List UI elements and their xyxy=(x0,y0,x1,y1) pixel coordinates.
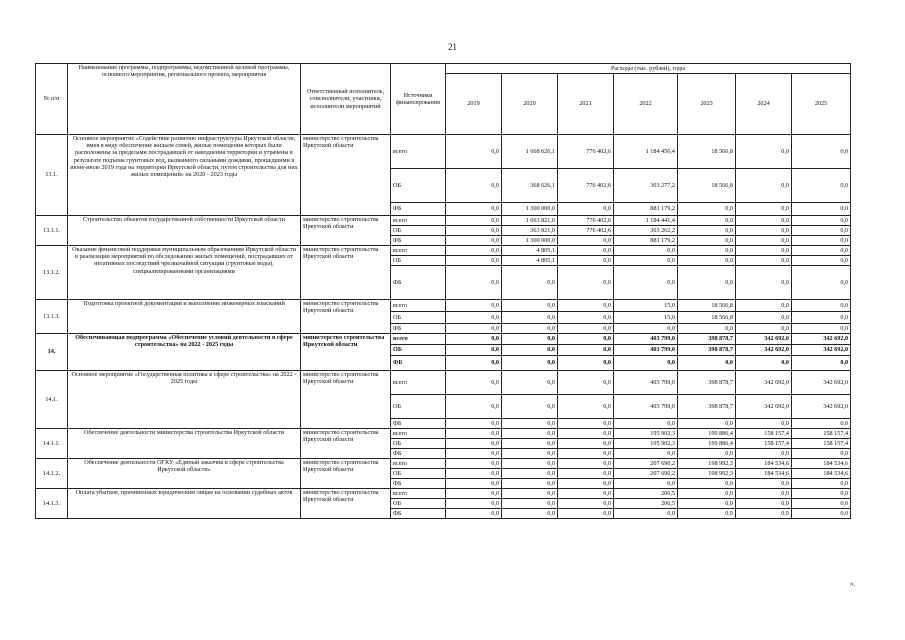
row-value: 0,0 xyxy=(678,324,736,334)
row-value: 0,0 xyxy=(792,300,851,312)
row-value: 207 690,2 xyxy=(614,469,678,479)
row-source: всего xyxy=(391,216,446,226)
row-code: 14.1. xyxy=(36,371,68,429)
row-name: Строительство объектов государственной собственности Иркутской области xyxy=(68,216,301,246)
row-executor: министерство строительства Иркутской области xyxy=(301,300,391,334)
row-value: 0,0 xyxy=(502,324,558,334)
row-source: всего xyxy=(391,489,446,499)
row-value: 199 886,4 xyxy=(678,439,736,449)
row-value: 0,0 xyxy=(736,246,792,256)
header-year: 2019 xyxy=(446,74,502,135)
row-value: 0,0 xyxy=(614,256,678,266)
row-value: 0,0 xyxy=(614,479,678,489)
row-value: 0,0 xyxy=(558,266,614,300)
row-value: 18 566,8 xyxy=(678,169,736,203)
row-value: 0,0 xyxy=(446,226,502,236)
row-value: 0,0 xyxy=(792,419,851,429)
row-value: 0,0 xyxy=(558,449,614,459)
row-source: ФБ xyxy=(391,356,446,371)
row-value: 0,0 xyxy=(558,312,614,324)
row-value: 0,0 xyxy=(736,203,792,216)
page-number: 21 xyxy=(448,42,457,52)
budget-table xyxy=(35,63,851,519)
row-code: 14.1.2. xyxy=(36,459,68,489)
row-value: 368 626,1 xyxy=(502,169,558,203)
row-value: 0,0 xyxy=(502,509,558,519)
row-value: 0,0 xyxy=(502,439,558,449)
closing-mark: ». xyxy=(850,580,856,588)
row-value: 0,0 xyxy=(678,216,736,226)
row-source: ФБ xyxy=(391,266,446,300)
row-value: 342 692,0 xyxy=(792,334,851,345)
row-value: 0,0 xyxy=(678,499,736,509)
row-value: 195 902,3 xyxy=(614,439,678,449)
row-value: 198 992,3 xyxy=(678,469,736,479)
table-row xyxy=(36,459,851,469)
row-value: 776 402,6 xyxy=(558,135,614,169)
header-year: 2022 xyxy=(614,74,678,135)
row-value: 0,0 xyxy=(736,324,792,334)
row-value: 0,0 xyxy=(446,256,502,266)
row-value: 0,0 xyxy=(736,236,792,246)
row-value: 0,0 xyxy=(446,312,502,324)
row-value: 0,0 xyxy=(558,395,614,419)
row-value: 0,0 xyxy=(558,509,614,519)
row-value: 4 805,1 xyxy=(502,246,558,256)
row-value: 0,0 xyxy=(446,324,502,334)
row-value: 0,0 xyxy=(678,419,736,429)
row-value: 0,0 xyxy=(614,449,678,459)
row-code: 13.1.3. xyxy=(36,300,68,334)
row-value: 0,0 xyxy=(558,246,614,256)
row-value: 0,0 xyxy=(446,300,502,312)
row-value: 0,0 xyxy=(558,489,614,499)
row-value: 184 534,6 xyxy=(792,469,851,479)
row-value: 0,0 xyxy=(614,266,678,300)
row-value: 0,0 xyxy=(558,324,614,334)
row-value: 0,0 xyxy=(446,439,502,449)
header-source: Источники финансирования xyxy=(391,64,446,135)
row-value: 0,0 xyxy=(502,300,558,312)
row-value: 15,0 xyxy=(614,312,678,324)
row-value: 0,0 xyxy=(558,203,614,216)
row-value: 0,0 xyxy=(446,479,502,489)
row-name: Обеспечивающая подпрограмма «Обеспечение условий деятельности в сфере строительства» на 2022 - 2025 годы xyxy=(68,334,301,371)
row-value: 158 157,4 xyxy=(792,429,851,439)
row-value: 342 692,0 xyxy=(792,371,851,395)
row-value: 0,0 xyxy=(792,236,851,246)
row-value: 0,0 xyxy=(736,419,792,429)
row-code: 13.1.2. xyxy=(36,246,68,300)
row-value: 0,0 xyxy=(792,479,851,489)
row-value: 0,0 xyxy=(558,345,614,356)
row-value: 0,0 xyxy=(502,459,558,469)
row-source: ФБ xyxy=(391,324,446,334)
row-value: 398 878,7 xyxy=(678,371,736,395)
row-value: 0,0 xyxy=(502,419,558,429)
row-value: 0,0 xyxy=(614,509,678,519)
row-code: 13.1.1. xyxy=(36,216,68,246)
row-value: 0,0 xyxy=(502,499,558,509)
row-value: 342 692,0 xyxy=(792,345,851,356)
row-value: 342 692,0 xyxy=(792,395,851,419)
row-source: ФБ xyxy=(391,419,446,429)
row-source: всего xyxy=(391,429,446,439)
row-value: 0,0 xyxy=(558,300,614,312)
row-value: 0,0 xyxy=(792,246,851,256)
row-value: 0,0 xyxy=(614,246,678,256)
row-value: 0,0 xyxy=(614,324,678,334)
row-value: 0,0 xyxy=(502,479,558,489)
table-row xyxy=(36,334,851,345)
row-source: всего xyxy=(391,371,446,395)
row-value: 0,0 xyxy=(502,469,558,479)
row-value: 0,0 xyxy=(558,429,614,439)
row-value: 0,0 xyxy=(558,439,614,449)
row-value: 0,0 xyxy=(446,371,502,395)
row-executor: министерство строительства Иркутской области xyxy=(301,246,391,300)
row-source: всего xyxy=(391,334,446,345)
row-value: 0,0 xyxy=(792,449,851,459)
row-source: ОБ xyxy=(391,256,446,266)
row-source: ОБ xyxy=(391,439,446,449)
row-executor: министерство строительства Иркутской области xyxy=(301,489,391,519)
row-name: Оплата убытков, причиненных юридическим лицам на основании судебных актов xyxy=(68,489,301,519)
row-value: 158 157,4 xyxy=(792,439,851,449)
header-year: 2020 xyxy=(502,74,558,135)
header-year: 2023 xyxy=(678,74,736,135)
row-value: 195 902,3 xyxy=(614,429,678,439)
header-expenses: Расходы (тыс. рублей), годы xyxy=(446,64,851,74)
row-code: 14.1.3. xyxy=(36,489,68,519)
row-value: 4 805,1 xyxy=(502,256,558,266)
row-value: 0,0 xyxy=(558,371,614,395)
row-value: 0,0 xyxy=(792,509,851,519)
row-value: 0,0 xyxy=(558,236,614,246)
row-value: 0,0 xyxy=(736,489,792,499)
row-value: 0,0 xyxy=(446,345,502,356)
row-value: 199 886,4 xyxy=(678,429,736,439)
row-value: 303 262,2 xyxy=(614,226,678,236)
row-value: 0,0 xyxy=(502,395,558,419)
row-value: 342 692,0 xyxy=(736,371,792,395)
row-value: 0,0 xyxy=(502,334,558,345)
row-source: ФБ xyxy=(391,236,446,246)
row-value: 0,0 xyxy=(736,356,792,371)
row-value: 0,0 xyxy=(792,135,851,169)
row-code: 14.1.1. xyxy=(36,429,68,459)
row-value: 158 157,4 xyxy=(736,429,792,439)
row-executor: министерство строительства Иркутской области xyxy=(301,334,391,371)
row-value: 0,0 xyxy=(792,499,851,509)
header-year: 2025 xyxy=(792,74,851,135)
row-value: 0,0 xyxy=(502,266,558,300)
row-value: 0,0 xyxy=(736,266,792,300)
row-value: 0,0 xyxy=(678,509,736,519)
row-value: 342 692,0 xyxy=(736,395,792,419)
row-value: 0,0 xyxy=(792,356,851,371)
row-value: 0,0 xyxy=(502,489,558,499)
row-value: 0,0 xyxy=(446,356,502,371)
row-value: 0,0 xyxy=(736,312,792,324)
header-program-name: Наименование программы, подпрограммы, ведомственной целевой программы, основного мероприятия, регионального проекта, мероприятия xyxy=(68,64,301,135)
row-value: 198 992,3 xyxy=(678,459,736,469)
row-value: 0,0 xyxy=(736,509,792,519)
row-value: 0,0 xyxy=(792,489,851,499)
row-value: 0,0 xyxy=(736,300,792,312)
row-value: 0,0 xyxy=(446,449,502,459)
row-name: Основное мероприятие «Содействие развитию инфраструктуры Иркутской области, имея в виду обеспечение жильем семей, жилые помещения которых были расположены за пределами пострадавшей от наводнения территории и утрачены в результате подъема грунтовых вод, вызванного сильными дождями, прошедшими в июне-июле 2019 года на территории Иркутской области, путем строительства для них жилых помещений» на 2020 - 2023 годы xyxy=(68,135,301,216)
row-value: 776 402,6 xyxy=(558,169,614,203)
row-value: 0,0 xyxy=(792,226,851,236)
row-value: 0,0 xyxy=(678,266,736,300)
row-value: 0,0 xyxy=(678,246,736,256)
row-value: 1 300 000,0 xyxy=(502,236,558,246)
row-value: 0,0 xyxy=(446,203,502,216)
table-row xyxy=(36,300,851,312)
row-value: 0,0 xyxy=(558,459,614,469)
row-value: 0,0 xyxy=(614,419,678,429)
row-value: 403 799,0 xyxy=(614,371,678,395)
row-value: 0,0 xyxy=(736,135,792,169)
row-value: 0,0 xyxy=(446,135,502,169)
row-value: 776 402,6 xyxy=(558,216,614,226)
row-value: 0,0 xyxy=(558,334,614,345)
table-row xyxy=(36,371,851,395)
row-value: 398 878,7 xyxy=(678,345,736,356)
row-source: ФБ xyxy=(391,479,446,489)
row-source: ОБ xyxy=(391,169,446,203)
row-value: 0,0 xyxy=(558,499,614,509)
row-value: 206,5 xyxy=(614,489,678,499)
row-value: 0,0 xyxy=(736,499,792,509)
row-source: всего xyxy=(391,459,446,469)
row-value: 0,0 xyxy=(446,216,502,226)
row-name: Обеспечение деятельности министерства строительства Иркутской области xyxy=(68,429,301,459)
row-value: 0,0 xyxy=(558,479,614,489)
table-row xyxy=(36,429,851,439)
row-source: ФБ xyxy=(391,509,446,519)
row-value: 0,0 xyxy=(446,419,502,429)
row-value: 0,0 xyxy=(678,489,736,499)
row-executor: министерство строительства Иркутской области xyxy=(301,135,391,216)
row-name: Обеспечение деятельности ОГКУ «Единый заказчик в сфере строительства Иркутской области» xyxy=(68,459,301,489)
row-value: 158 157,4 xyxy=(736,439,792,449)
row-value: 0,0 xyxy=(558,469,614,479)
row-value: 1 668 626,1 xyxy=(502,135,558,169)
header-executor: Ответственный исполнитель, соисполнители, участники, исполнители мероприятий xyxy=(301,64,391,135)
row-value: 0,0 xyxy=(502,345,558,356)
row-source: всего xyxy=(391,246,446,256)
row-value: 0,0 xyxy=(558,419,614,429)
row-value: 1 184 441,4 xyxy=(614,216,678,226)
table-row xyxy=(36,246,851,256)
row-value: 0,0 xyxy=(678,256,736,266)
row-value: 0,0 xyxy=(792,216,851,226)
row-source: ФБ xyxy=(391,449,446,459)
row-value: 0,0 xyxy=(678,479,736,489)
row-value: 1 663 821,0 xyxy=(502,216,558,226)
row-value: 342 692,0 xyxy=(736,334,792,345)
row-value: 0,0 xyxy=(792,203,851,216)
table-row xyxy=(36,489,851,499)
row-value: 0,0 xyxy=(736,169,792,203)
row-source: ФБ xyxy=(391,203,446,216)
row-value: 0,0 xyxy=(446,469,502,479)
row-name: Подготовка проектной документации и выполнение инженерных изысканий xyxy=(68,300,301,334)
row-value: 184 534,6 xyxy=(792,459,851,469)
header-number: № п/п xyxy=(36,64,68,135)
row-value: 15,0 xyxy=(614,300,678,312)
row-value: 0,0 xyxy=(792,266,851,300)
row-value: 0,0 xyxy=(736,479,792,489)
row-value: 0,0 xyxy=(446,334,502,345)
row-value: 342 692,0 xyxy=(736,345,792,356)
row-executor: министерство строительства Иркутской области xyxy=(301,429,391,459)
row-source: ОБ xyxy=(391,469,446,479)
row-value: 0,0 xyxy=(446,246,502,256)
row-value: 0,0 xyxy=(678,203,736,216)
row-value: 398 878,7 xyxy=(678,395,736,419)
row-value: 207 690,2 xyxy=(614,459,678,469)
row-value: 0,0 xyxy=(502,429,558,439)
row-value: 184 534,6 xyxy=(736,469,792,479)
row-value: 0,0 xyxy=(678,226,736,236)
row-value: 0,0 xyxy=(736,216,792,226)
row-value: 881 179,2 xyxy=(614,236,678,246)
row-source: ОБ xyxy=(391,226,446,236)
row-value: 0,0 xyxy=(736,226,792,236)
row-value: 0,0 xyxy=(446,395,502,419)
row-value: 0,0 xyxy=(446,429,502,439)
row-value: 0,0 xyxy=(446,499,502,509)
row-value: 403 799,0 xyxy=(614,395,678,419)
table-row xyxy=(36,216,851,226)
row-value: 0,0 xyxy=(446,169,502,203)
row-value: 0,0 xyxy=(678,449,736,459)
row-value: 0,0 xyxy=(614,356,678,371)
row-value: 403 799,0 xyxy=(614,345,678,356)
row-source: ОБ xyxy=(391,312,446,324)
row-source: ОБ xyxy=(391,345,446,356)
row-code: 14. xyxy=(36,334,68,371)
row-value: 0,0 xyxy=(792,312,851,324)
row-value: 303 277,2 xyxy=(614,169,678,203)
row-value: 1 184 456,4 xyxy=(614,135,678,169)
row-name: Основное мероприятие «Государственная политика в сфере строительства» на 2022 - 2025 годы xyxy=(68,371,301,429)
row-value: 0,0 xyxy=(792,324,851,334)
row-source: ОБ xyxy=(391,499,446,509)
row-value: 0,0 xyxy=(446,266,502,300)
row-value: 0,0 xyxy=(502,449,558,459)
row-name: Оказание финансовой поддержки муниципальным образованиям Иркутской области в реализации мероприятий по обследованию жилых помещений, пострадавших от негативных последствий чрезвычайной ситуации (грунтовые воды), специализированными организациями xyxy=(68,246,301,300)
row-value: 0,0 xyxy=(446,489,502,499)
row-source: ОБ xyxy=(391,395,446,419)
row-value: 776 402,6 xyxy=(558,226,614,236)
row-value: 363 821,0 xyxy=(502,226,558,236)
row-value: 0,0 xyxy=(678,236,736,246)
header-year: 2024 xyxy=(736,74,792,135)
row-executor: министерство строительства Иркутской области xyxy=(301,216,391,246)
row-value: 18 566,8 xyxy=(678,312,736,324)
table-row xyxy=(36,135,851,169)
header-year: 2021 xyxy=(558,74,614,135)
row-value: 0,0 xyxy=(678,356,736,371)
row-value: 1 300 000,0 xyxy=(502,203,558,216)
row-value: 0,0 xyxy=(736,449,792,459)
row-value: 0,0 xyxy=(558,256,614,266)
row-value: 0,0 xyxy=(558,356,614,371)
row-value: 0,0 xyxy=(446,236,502,246)
row-source: всего xyxy=(391,135,446,169)
row-value: 18 566,8 xyxy=(678,300,736,312)
row-value: 0,0 xyxy=(792,256,851,266)
row-executor: министерство строительства Иркутской области xyxy=(301,371,391,429)
row-value: 0,0 xyxy=(502,312,558,324)
row-value: 0,0 xyxy=(792,169,851,203)
row-value: 0,0 xyxy=(502,371,558,395)
row-value: 398 878,7 xyxy=(678,334,736,345)
row-value: 18 566,8 xyxy=(678,135,736,169)
row-value: 0,0 xyxy=(446,509,502,519)
row-value: 881 179,2 xyxy=(614,203,678,216)
row-value: 0,0 xyxy=(736,256,792,266)
row-value: 0,0 xyxy=(446,459,502,469)
row-code: 13.1. xyxy=(36,135,68,216)
row-value: 0,0 xyxy=(502,356,558,371)
row-executor: министерство строительства Иркутской области xyxy=(301,459,391,489)
row-value: 206,5 xyxy=(614,499,678,509)
row-value: 184 534,6 xyxy=(736,459,792,469)
row-source: всего xyxy=(391,300,446,312)
row-value: 403 799,0 xyxy=(614,334,678,345)
